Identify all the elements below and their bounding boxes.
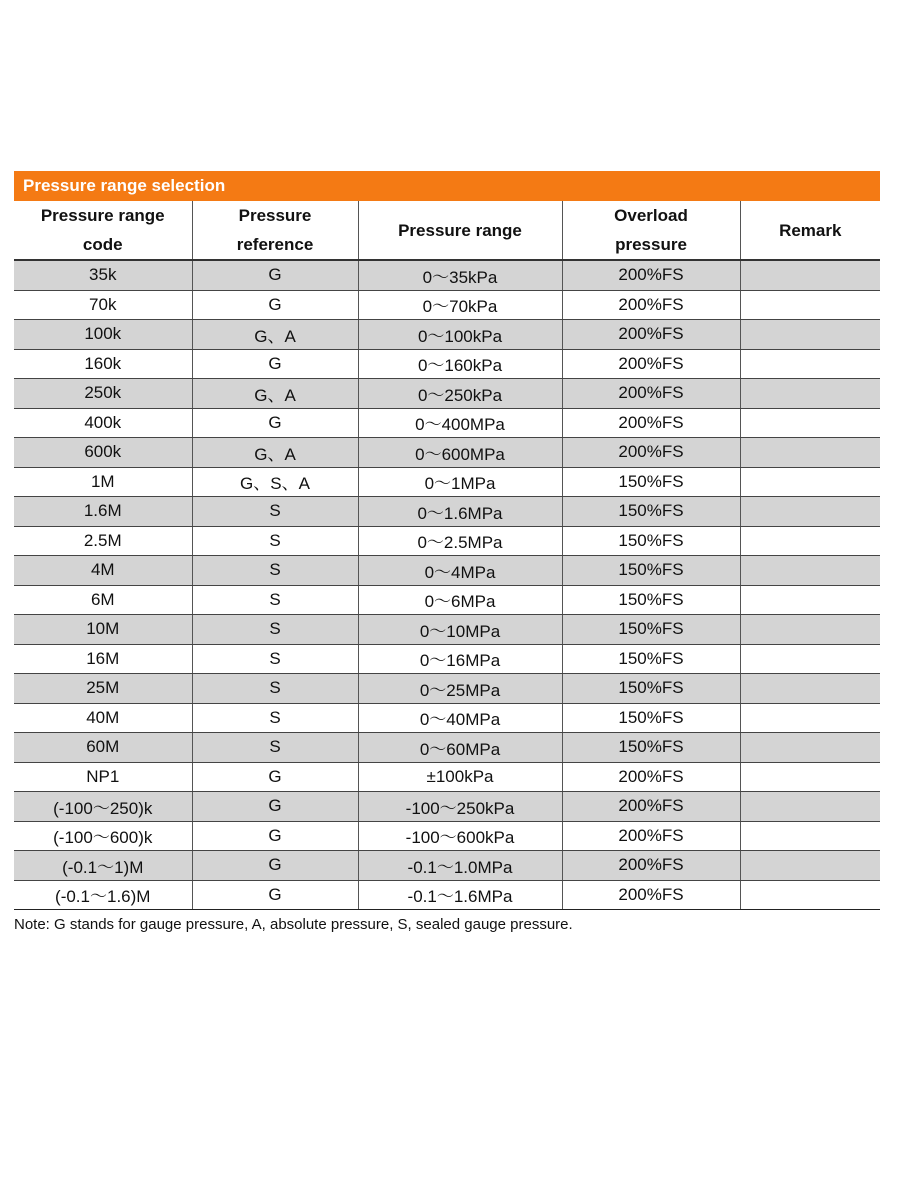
cell-remark: [740, 260, 880, 290]
cell-reference: G、A: [192, 320, 358, 350]
cell-overload: 200%FS: [562, 320, 740, 350]
cell-code: (-100～250)k: [14, 792, 192, 822]
cell-range: 0～160kPa: [358, 349, 562, 379]
cell-reference: S: [192, 674, 358, 704]
cell-remark: [740, 379, 880, 409]
header-reference: [192, 201, 358, 260]
header-reference-line1: Pressure: [238, 206, 312, 225]
cell-range: 0～4MPa: [358, 556, 562, 586]
cell-reference: G: [192, 260, 358, 290]
cell-code: 6M: [14, 585, 192, 615]
header-reference-line2: reference: [236, 235, 314, 254]
cell-remark: [740, 408, 880, 438]
cell-reference: S: [192, 703, 358, 733]
cell-reference: G: [192, 851, 358, 881]
cell-code: 2.5M: [14, 526, 192, 556]
cell-overload: 200%FS: [562, 792, 740, 822]
cell-overload: 200%FS: [562, 290, 740, 320]
cell-remark: [740, 821, 880, 851]
cell-overload: 150%FS: [562, 703, 740, 733]
cell-overload: 150%FS: [562, 467, 740, 497]
table-row: [14, 644, 880, 674]
cell-overload: 150%FS: [562, 526, 740, 556]
cell-remark: [740, 615, 880, 645]
table-row: [14, 880, 880, 910]
header-remark: Remark: [740, 201, 880, 260]
table-row: [14, 556, 880, 586]
header-code-line1: Pressure range: [40, 206, 165, 225]
cell-remark: [740, 674, 880, 704]
cell-overload: 150%FS: [562, 615, 740, 645]
cell-code: 1.6M: [14, 497, 192, 527]
cell-reference: S: [192, 556, 358, 586]
cell-code: 250k: [14, 379, 192, 409]
cell-reference: S: [192, 585, 358, 615]
cell-range: 0～10MPa: [358, 615, 562, 645]
cell-reference: G: [192, 408, 358, 438]
cell-reference: S: [192, 615, 358, 645]
cell-remark: [740, 438, 880, 468]
table-row: [14, 762, 880, 792]
cell-overload: 200%FS: [562, 260, 740, 290]
table-row: [14, 792, 880, 822]
table-row: [14, 674, 880, 704]
cell-range: -100～250kPa: [358, 792, 562, 822]
cell-remark: [740, 467, 880, 497]
cell-range: 0～40MPa: [358, 703, 562, 733]
cell-overload: 150%FS: [562, 733, 740, 763]
table-row: [14, 821, 880, 851]
header-code: [14, 201, 192, 260]
cell-reference: S: [192, 733, 358, 763]
cell-reference: G: [192, 821, 358, 851]
cell-reference: S: [192, 497, 358, 527]
table-row: [14, 438, 880, 468]
table-row: [14, 733, 880, 763]
cell-range: 0～600MPa: [358, 438, 562, 468]
cell-overload: 150%FS: [562, 644, 740, 674]
header-code-line2: code: [82, 235, 123, 254]
table-row: [14, 260, 880, 290]
cell-range: 0～2.5MPa: [358, 526, 562, 556]
header-range: Pressure range: [358, 201, 562, 260]
cell-remark: [740, 349, 880, 379]
pressure-range-document: [14, 171, 880, 933]
cell-code: 16M: [14, 644, 192, 674]
cell-remark: [740, 851, 880, 881]
cell-code: 35k: [14, 260, 192, 290]
cell-code: NP1: [14, 762, 192, 792]
table-row: [14, 320, 880, 350]
header-overload: [562, 201, 740, 260]
table-row: [14, 526, 880, 556]
cell-overload: 150%FS: [562, 497, 740, 527]
cell-reference: G: [192, 762, 358, 792]
cell-reference: G: [192, 349, 358, 379]
cell-code: 40M: [14, 703, 192, 733]
cell-remark: [740, 497, 880, 527]
cell-remark: [740, 526, 880, 556]
cell-overload: 200%FS: [562, 438, 740, 468]
cell-range: -0.1～1.0MPa: [358, 851, 562, 881]
cell-reference: G、S、A: [192, 467, 358, 497]
table-row: [14, 467, 880, 497]
cell-overload: 200%FS: [562, 821, 740, 851]
cell-code: (-0.1～1)M: [14, 851, 192, 881]
cell-range: 0～25MPa: [358, 674, 562, 704]
cell-code: 160k: [14, 349, 192, 379]
cell-reference: G: [192, 880, 358, 910]
cell-remark: [740, 320, 880, 350]
cell-overload: 200%FS: [562, 880, 740, 910]
cell-range: 0～250kPa: [358, 379, 562, 409]
cell-code: 1M: [14, 467, 192, 497]
cell-reference: G、A: [192, 379, 358, 409]
cell-remark: [740, 703, 880, 733]
cell-range: 0～35kPa: [358, 260, 562, 290]
cell-overload: 150%FS: [562, 674, 740, 704]
cell-remark: [740, 762, 880, 792]
cell-code: 70k: [14, 290, 192, 320]
cell-range: 0～60MPa: [358, 733, 562, 763]
table-body: [14, 260, 880, 910]
cell-overload: 200%FS: [562, 851, 740, 881]
cell-remark: [740, 792, 880, 822]
cell-code: 25M: [14, 674, 192, 704]
cell-code: 10M: [14, 615, 192, 645]
cell-remark: [740, 880, 880, 910]
cell-reference: S: [192, 526, 358, 556]
cell-overload: 200%FS: [562, 379, 740, 409]
cell-remark: [740, 556, 880, 586]
section-title: Pressure range selection: [14, 171, 880, 201]
cell-overload: 150%FS: [562, 556, 740, 586]
table-row: [14, 497, 880, 527]
cell-code: (-100～600)k: [14, 821, 192, 851]
cell-code: 60M: [14, 733, 192, 763]
cell-range: ±100kPa: [358, 762, 562, 792]
cell-code: 100k: [14, 320, 192, 350]
table-row: [14, 585, 880, 615]
cell-reference: S: [192, 644, 358, 674]
table-row: [14, 408, 880, 438]
cell-range: 0～1MPa: [358, 467, 562, 497]
cell-code: (-0.1～1.6)M: [14, 880, 192, 910]
cell-remark: [740, 644, 880, 674]
table-row: [14, 379, 880, 409]
table-row: [14, 349, 880, 379]
table-header-row: [14, 201, 880, 260]
cell-reference: G: [192, 792, 358, 822]
table-row: [14, 703, 880, 733]
cell-overload: 200%FS: [562, 762, 740, 792]
table-row: [14, 290, 880, 320]
cell-remark: [740, 733, 880, 763]
cell-code: 4M: [14, 556, 192, 586]
cell-range: 0～70kPa: [358, 290, 562, 320]
table-row: [14, 851, 880, 881]
header-overload-line1: Overload: [614, 206, 688, 225]
cell-overload: 200%FS: [562, 349, 740, 379]
cell-remark: [740, 290, 880, 320]
cell-range: 0～6MPa: [358, 585, 562, 615]
header-overload-line2: pressure: [615, 235, 687, 254]
footnote: Note: G stands for gauge pressure, A, absolute pressure, S, sealed gauge pressure.: [14, 916, 573, 933]
cell-reference: G、A: [192, 438, 358, 468]
pressure-range-table: [14, 201, 880, 910]
cell-code: 400k: [14, 408, 192, 438]
cell-overload: 150%FS: [562, 585, 740, 615]
table-row: [14, 615, 880, 645]
cell-range: -100～600kPa: [358, 821, 562, 851]
cell-range: 0～1.6MPa: [358, 497, 562, 527]
cell-range: -0.1～1.6MPa: [358, 880, 562, 910]
cell-range: 0～16MPa: [358, 644, 562, 674]
cell-code: 600k: [14, 438, 192, 468]
cell-overload: 200%FS: [562, 408, 740, 438]
cell-range: 0～400MPa: [358, 408, 562, 438]
cell-remark: [740, 585, 880, 615]
cell-range: 0～100kPa: [358, 320, 562, 350]
cell-reference: G: [192, 290, 358, 320]
